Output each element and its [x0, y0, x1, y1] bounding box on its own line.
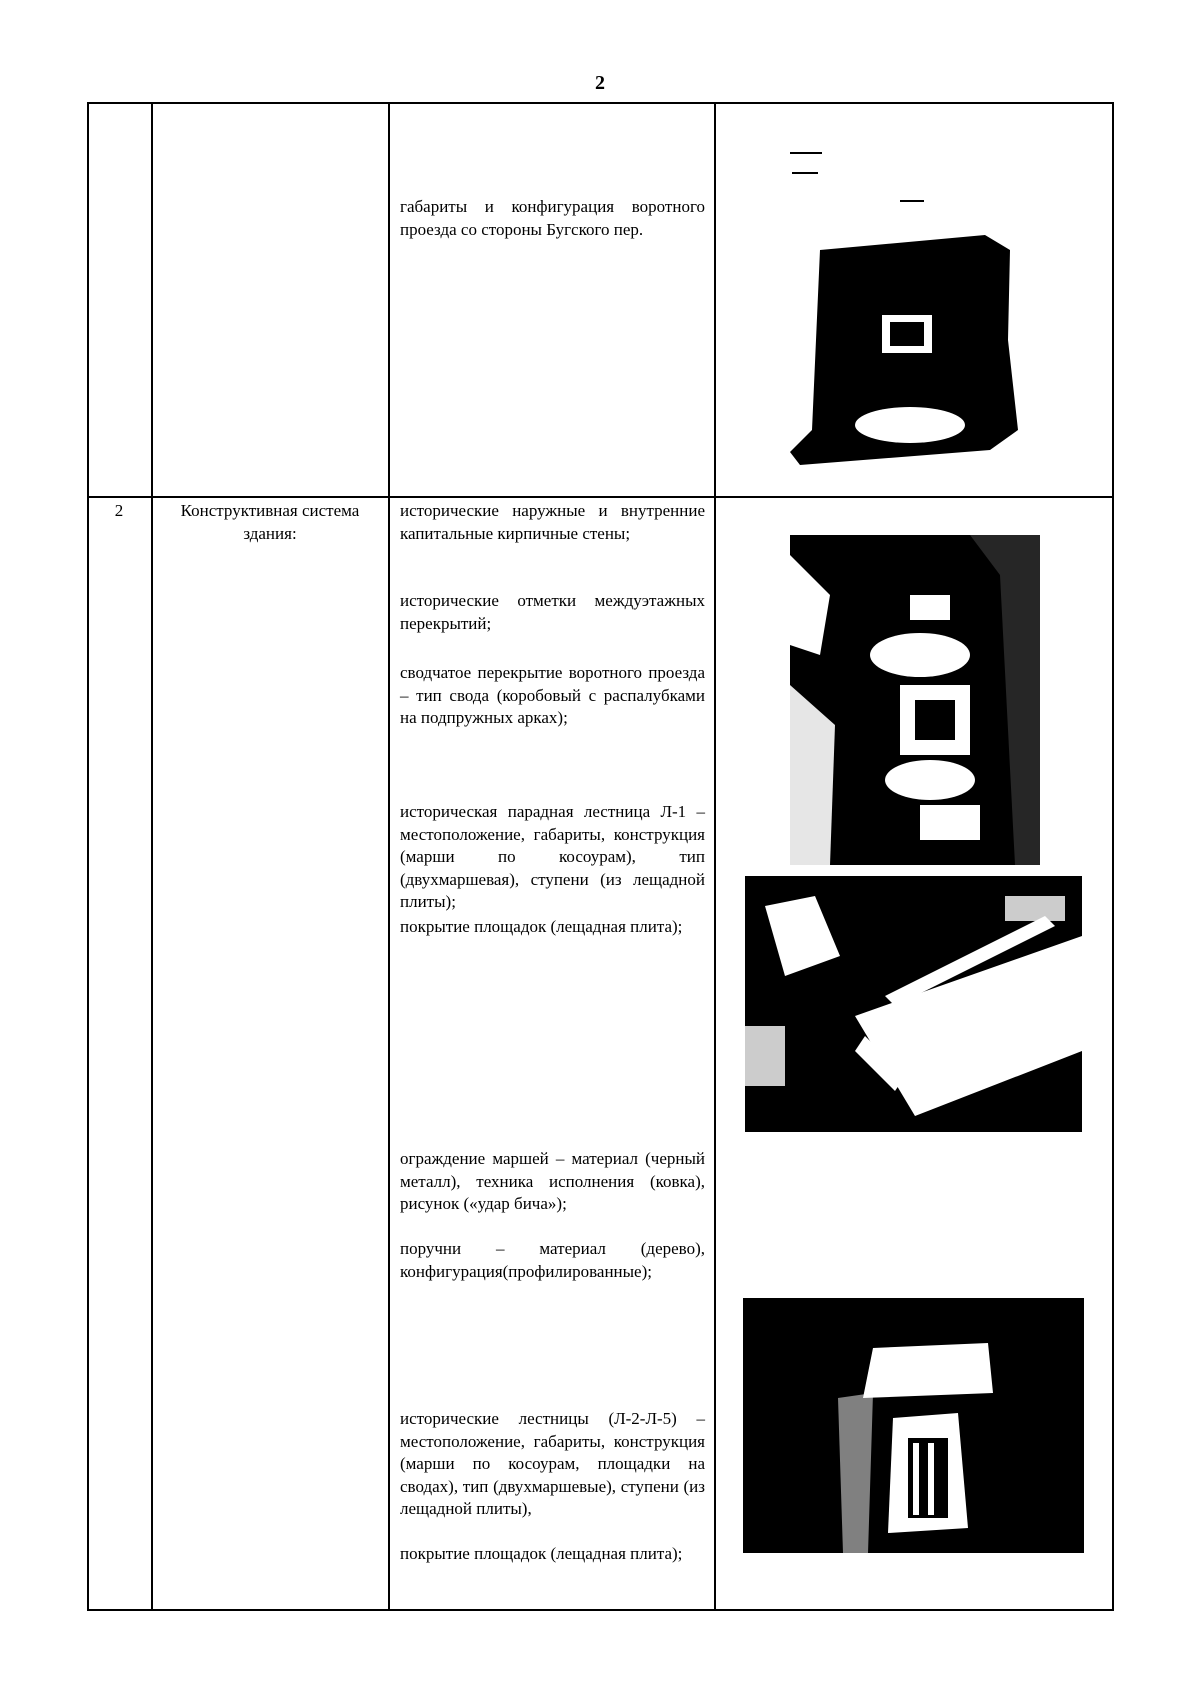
- table-cell-text: покрытие площадок (лещадная плита);: [400, 917, 683, 936]
- table-cell-text: историческая парадная лестница Л-1 – местоположение, габариты, конструкция (марши по косоурам), тип (двухмаршевая), ступени (из лещадной плиты);: [400, 802, 705, 911]
- table-cell-text: исторические наружные и внутренние капитальные кирпичные стены;: [400, 501, 705, 543]
- gateway-passage-photo: [790, 140, 1020, 465]
- column-divider: [388, 102, 390, 1611]
- table-cell-text: сводчатое перекрытие воротного проезда – тип свода (коробовый с распалубками на подпружных арках);: [400, 663, 705, 727]
- table-cell-text: габариты и конфигурация воротного проезда со стороны Бугского пер.: [400, 197, 705, 239]
- row-divider: [87, 496, 1114, 498]
- column-divider: [714, 102, 716, 1611]
- table-cell-text: исторические отметки междуэтажных перекрытий;: [400, 591, 705, 633]
- page-number: 2: [595, 72, 605, 94]
- stairwell-photo: [790, 535, 1040, 865]
- section-title: Конструктивная система здания:: [180, 501, 360, 543]
- table-cell-text: ограждение маршей – материал (черный металл), техника исполнения (ковка), рисунок («удар бича»);: [400, 1149, 705, 1213]
- column-divider: [151, 102, 153, 1611]
- table-cell-text: поручни – материал (дерево), конфигурация(профилированные);: [400, 1239, 705, 1281]
- table-cell-text: исторические лестницы (Л-2-Л-5) – местоположение, габариты, конструкция (марши по косоурам, площадки на сводах), тип (двухмаршевые), ступени (из лещадной плиты),: [400, 1409, 705, 1518]
- table-cell-text: покрытие площадок (лещадная плита);: [400, 1544, 683, 1563]
- stair-flight-photo: [745, 876, 1082, 1132]
- row-number: 2: [114, 501, 124, 520]
- stair-interior-photo: [743, 1298, 1084, 1553]
